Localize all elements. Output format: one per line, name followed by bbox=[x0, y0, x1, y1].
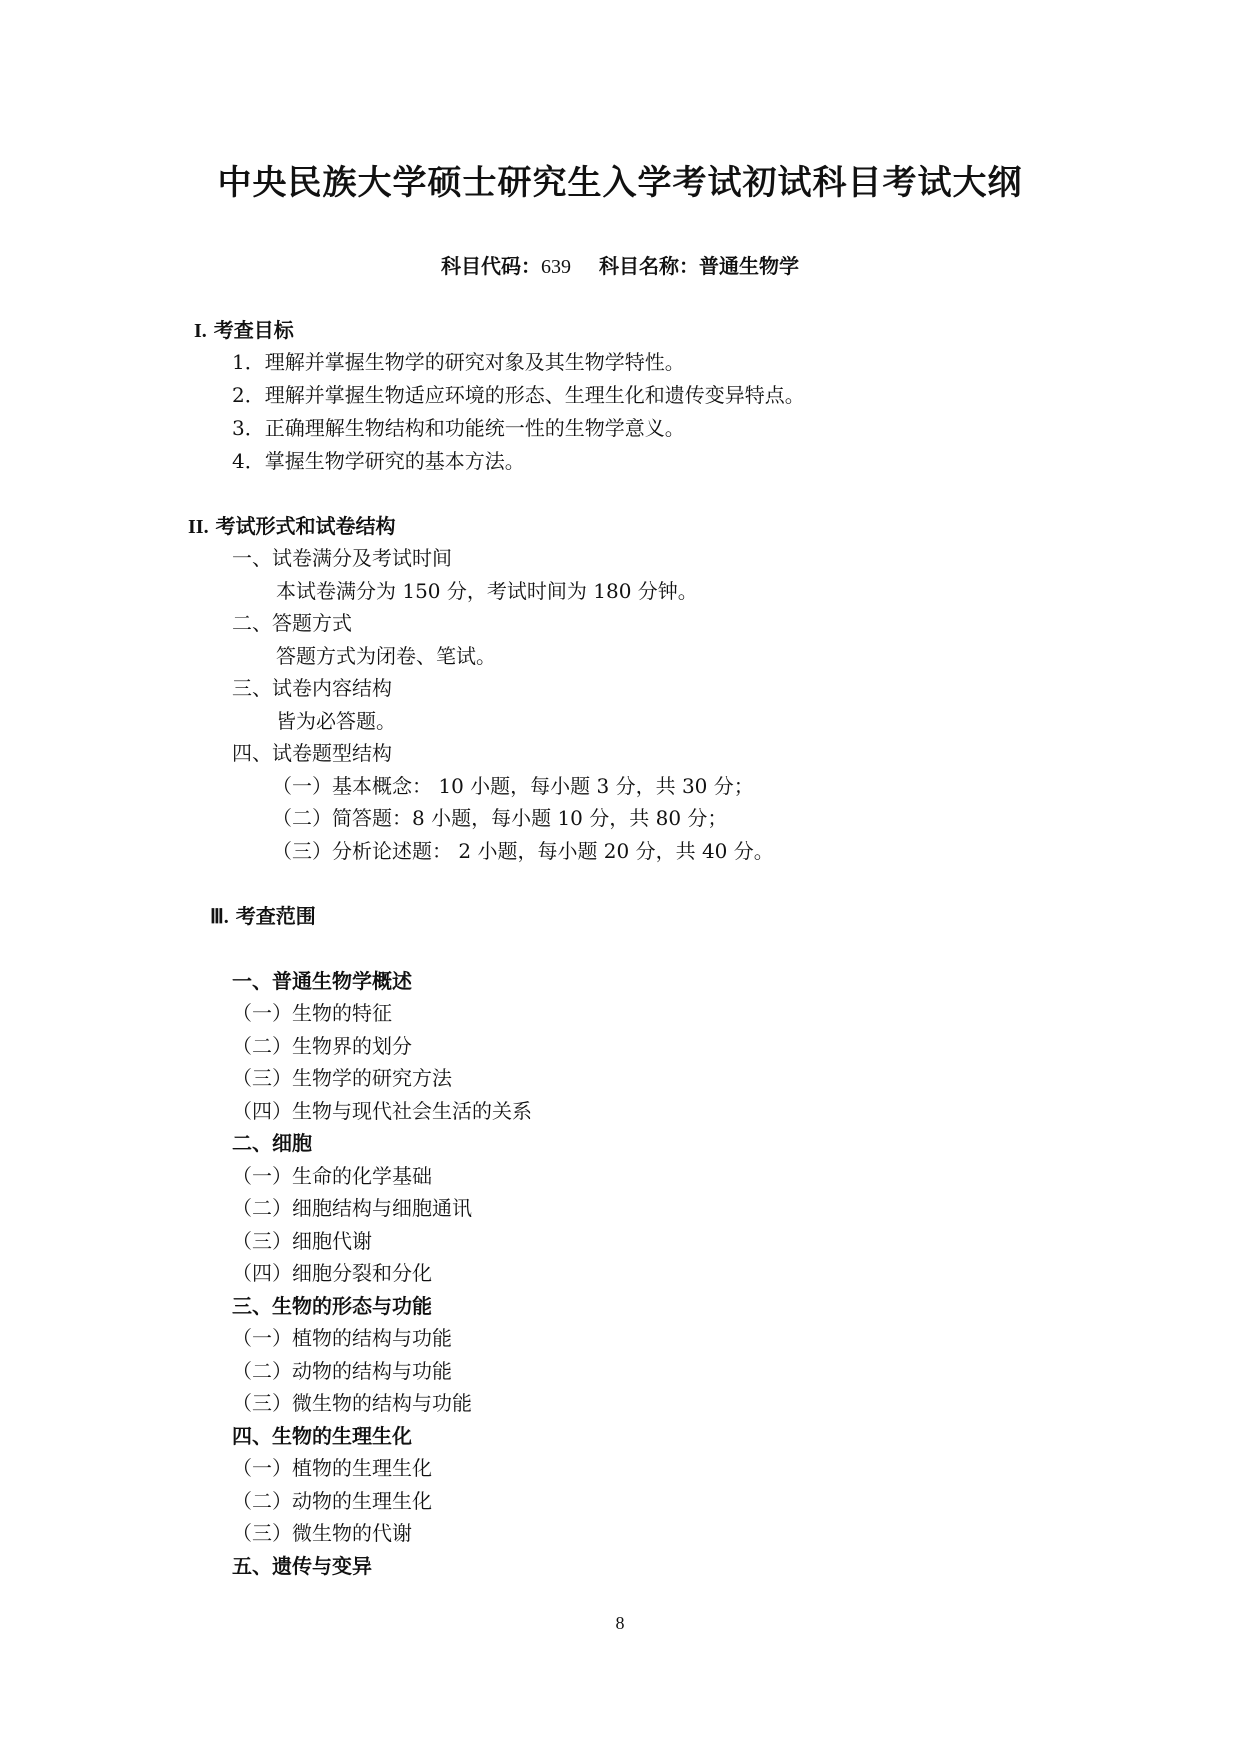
topic-item: （二）动物的结构与功能 bbox=[232, 1359, 452, 1383]
section-title: 考查范围 bbox=[235, 904, 316, 928]
subject-line bbox=[0, 256, 1240, 277]
section-numeral: I. bbox=[194, 320, 207, 342]
format-heading: 四、试卷题型结构 bbox=[232, 741, 392, 765]
format-heading: 二、答题方式 bbox=[232, 611, 352, 635]
format-text: 答题方式为闭卷、笔试。 bbox=[276, 644, 496, 668]
section-heading-2 bbox=[188, 516, 396, 537]
section-numeral: Ⅲ. bbox=[210, 906, 229, 928]
topic-item: （三）微生物的结构与功能 bbox=[232, 1391, 472, 1415]
topic-item: （二）动物的生理生化 bbox=[232, 1489, 432, 1513]
question-type: （三）分析论述题： 2 小题，每小题 20 分，共 40 分。 bbox=[272, 839, 774, 863]
subject-name: 普通生物学 bbox=[699, 254, 799, 278]
format-text: 皆为必答题。 bbox=[276, 709, 396, 733]
question-type: （二）简答题：8 小题，每小题 10 分，共 80 分； bbox=[272, 806, 728, 830]
section-title: 考查目标 bbox=[213, 318, 294, 342]
subject-code: 639 bbox=[541, 256, 571, 278]
topic-item: （二）细胞结构与细胞通讯 bbox=[232, 1196, 472, 1220]
question-type: （一）基本概念： 10 小题，每小题 3 分，共 30 分； bbox=[272, 774, 754, 798]
format-heading: 三、试卷内容结构 bbox=[232, 676, 392, 700]
page-title: 中央民族大学硕士研究生入学考试初试科目考试大纲 bbox=[217, 163, 1023, 203]
topic-item: （三）生物学的研究方法 bbox=[232, 1066, 452, 1090]
section-heading-3 bbox=[210, 906, 316, 927]
format-heading: 一、试卷满分及考试时间 bbox=[232, 546, 452, 570]
topic-item: （一）生命的化学基础 bbox=[232, 1164, 432, 1188]
topic-title: 五、遗传与变异 bbox=[232, 1554, 372, 1578]
topic-item: （三）微生物的代谢 bbox=[232, 1521, 412, 1545]
topic-item: （三）细胞代谢 bbox=[232, 1229, 372, 1253]
section-numeral: II. bbox=[188, 516, 209, 538]
topic-item: （二）生物界的划分 bbox=[232, 1034, 412, 1058]
topic-title: 三、生物的形态与功能 bbox=[232, 1294, 432, 1318]
objective-item: 4．掌握生物学研究的基本方法。 bbox=[232, 449, 525, 473]
objective-item: 1．理解并掌握生物学的研究对象及其生物学特性。 bbox=[232, 350, 685, 374]
objective-item: 2．理解并掌握生物适应环境的形态、生理生化和遗传变异特点。 bbox=[232, 383, 805, 407]
topic-item: （四）细胞分裂和分化 bbox=[232, 1261, 432, 1285]
topic-title: 二、细胞 bbox=[232, 1131, 312, 1155]
topic-item: （一）植物的生理生化 bbox=[232, 1456, 432, 1480]
section-heading-1 bbox=[194, 320, 294, 341]
section-title: 考试形式和试卷结构 bbox=[215, 514, 396, 538]
topic-title: 一、普通生物学概述 bbox=[232, 969, 412, 993]
subject-name-label: 科目名称： bbox=[599, 254, 699, 278]
objective-item: 3．正确理解生物结构和功能统一性的生物学意义。 bbox=[232, 416, 685, 440]
format-text: 本试卷满分为 150 分，考试时间为 180 分钟。 bbox=[276, 579, 698, 603]
topic-title: 四、生物的生理生化 bbox=[232, 1424, 412, 1448]
topic-item: （四）生物与现代社会生活的关系 bbox=[232, 1099, 532, 1123]
subject-code-label: 科目代码： bbox=[441, 254, 541, 278]
topic-item: （一）生物的特征 bbox=[232, 1001, 392, 1025]
topic-item: （一）植物的结构与功能 bbox=[232, 1326, 452, 1350]
page-number: 8 bbox=[615, 1613, 625, 1633]
